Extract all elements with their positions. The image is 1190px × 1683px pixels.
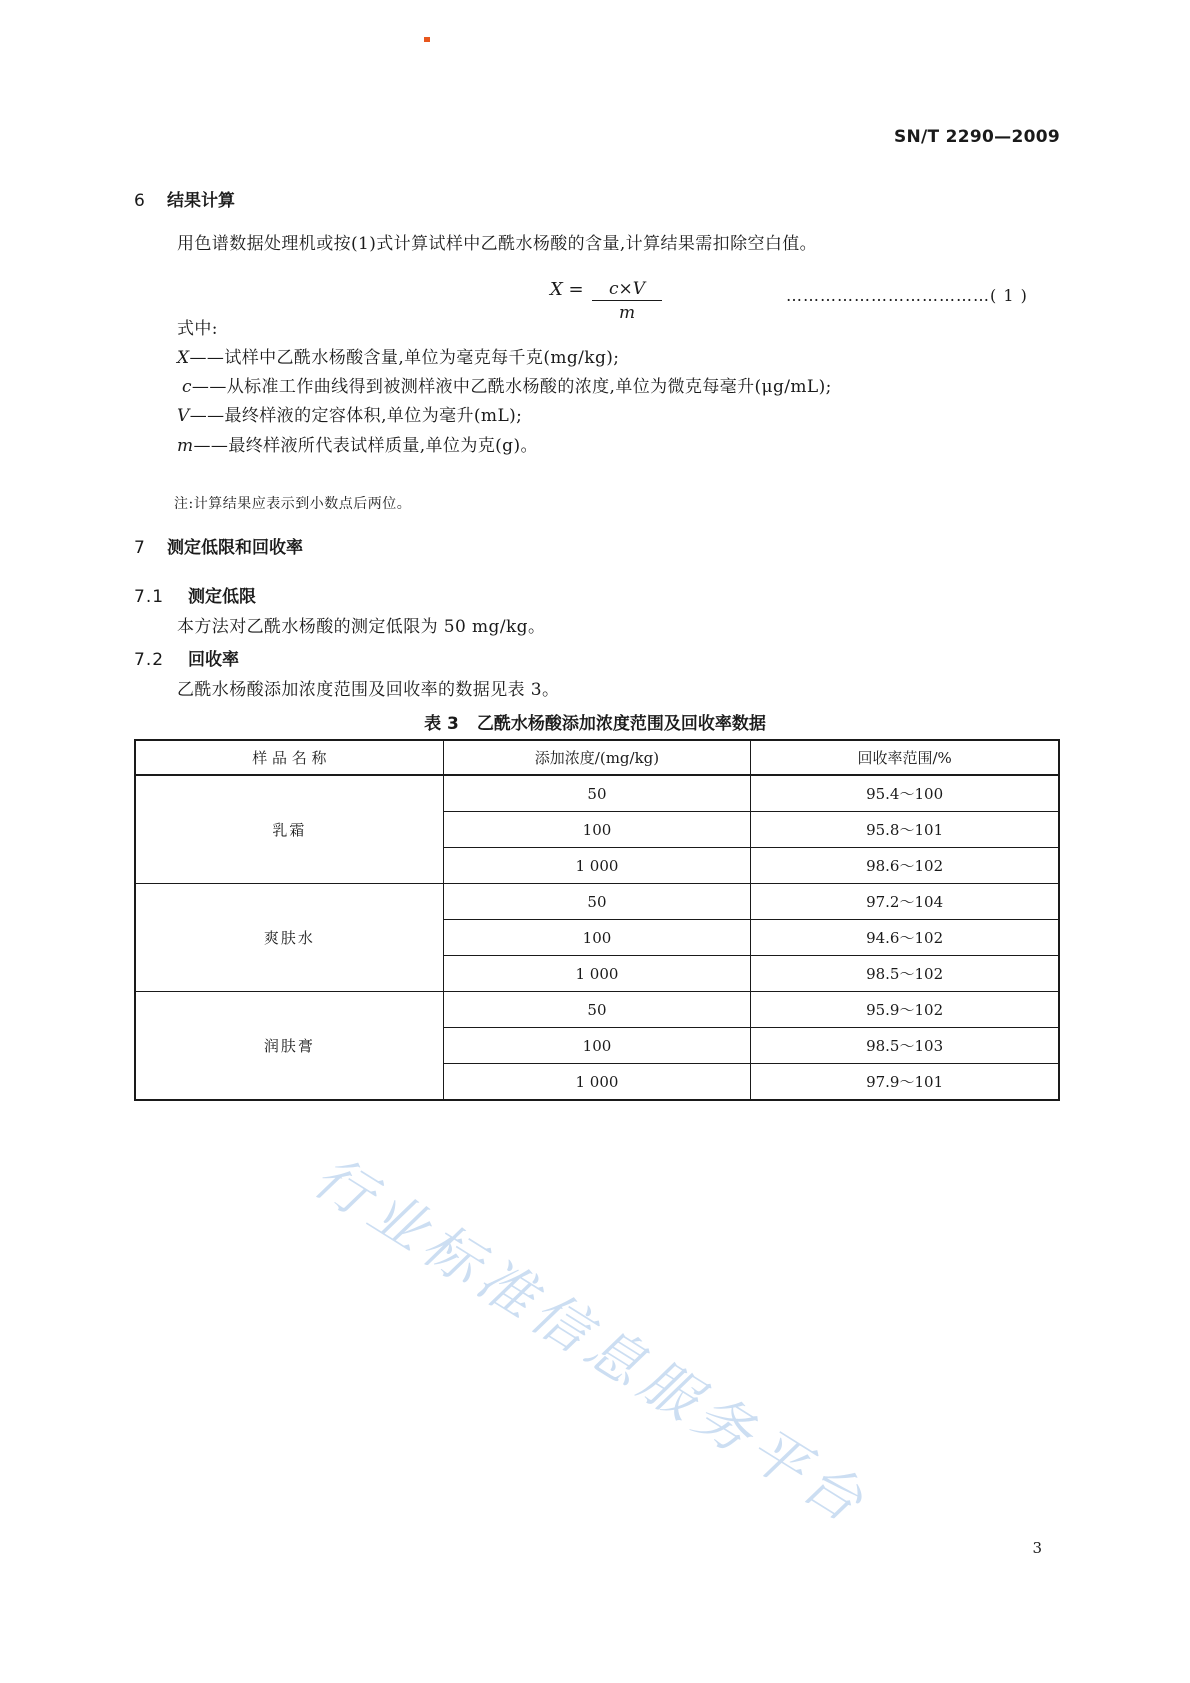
equation-label: ( 1 ): [990, 286, 1028, 305]
concentration-cell: 50: [443, 884, 750, 920]
recovery-cell: 98.5～102: [751, 956, 1059, 992]
recovery-cell: 95.9～102: [751, 992, 1059, 1028]
recovery-cell: 94.6～102: [751, 920, 1059, 956]
page-number: 3: [1032, 1539, 1042, 1557]
table-row: [135, 775, 1059, 812]
section-7-heading: [134, 533, 303, 558]
recovery-table: [134, 739, 1060, 1101]
recovery-cell: 97.9～101: [751, 1064, 1059, 1101]
formula-lhs: X =: [550, 279, 584, 300]
header-sample-name: 样 品 名 称: [135, 740, 443, 775]
section-7-1-heading: [134, 582, 256, 607]
table-row: [135, 884, 1059, 920]
recovery-cell: 98.5～103: [751, 1028, 1059, 1064]
table-caption: 乙酰水杨酸添加浓度范围及回收率数据: [476, 714, 766, 734]
header-concentration: 添加浓度/(mg/kg): [443, 740, 750, 775]
definition-x: X——试样中乙酰水杨酸含量,单位为毫克每千克(mg/kg);: [177, 348, 620, 368]
fraction-bar: [592, 300, 662, 301]
where-label: 式中:: [177, 319, 218, 339]
equation-number: [786, 286, 1028, 305]
concentration-cell: 100: [443, 920, 750, 956]
concentration-cell: 1 000: [443, 1064, 750, 1101]
subsection-title: 回收率: [188, 650, 239, 670]
formula-fraction: [592, 279, 662, 323]
recovery-cell: 95.8～101: [751, 812, 1059, 848]
section-title: 测定低限和回收率: [167, 538, 303, 558]
table-3-title: [0, 709, 1190, 734]
standard-code: SN/T 2290—2009: [893, 127, 1060, 147]
recovery-cell: 95.4～100: [751, 775, 1059, 812]
recovery-cell: 97.2～104: [751, 884, 1059, 920]
section-number: 6: [134, 191, 145, 211]
table-number: 表 3: [424, 714, 459, 734]
equation-dots: ………………………………: [786, 286, 990, 305]
table-row: [135, 992, 1059, 1028]
section-7-2-text: 乙酰水杨酸添加浓度范围及回收率的数据见表 3。: [177, 680, 560, 700]
header-recovery: 回收率范围/%: [751, 740, 1059, 775]
concentration-cell: 1 000: [443, 956, 750, 992]
watermark: 行业标准信息服务平台: [302, 1144, 880, 1539]
definition-v: V——最终样液的定容体积,单位为毫升(mL);: [177, 406, 523, 426]
sample-name-cell: 爽肤水: [135, 884, 443, 992]
recovery-cell: 98.6～102: [751, 848, 1059, 884]
subsection-number: 7.1: [134, 587, 165, 607]
subsection-title: 测定低限: [188, 587, 256, 607]
subsection-number: 7.2: [134, 650, 165, 670]
sample-name-cell: 乳霜: [135, 775, 443, 884]
red-corner-mark: [424, 37, 430, 42]
table-header-row: [135, 740, 1059, 775]
sample-name-cell: 润肤膏: [135, 992, 443, 1101]
section-7-2-heading: [134, 645, 239, 670]
section-number: 7: [134, 538, 145, 558]
section-7-1-text: 本方法对乙酰水杨酸的测定低限为 50 mg/kg。: [177, 617, 546, 637]
concentration-cell: 100: [443, 812, 750, 848]
definition-m: m——最终样液所代表试样质量,单位为克(g)。: [177, 436, 538, 456]
calculation-note: 注:计算结果应表示到小数点后两位。: [174, 496, 412, 512]
section-6-heading: [134, 186, 235, 211]
definition-c: c——从标准工作曲线得到被测样液中乙酰水杨酸的浓度,单位为微克每毫升(μg/mL);: [182, 377, 832, 397]
concentration-cell: 50: [443, 992, 750, 1028]
concentration-cell: 100: [443, 1028, 750, 1064]
section-6-intro: 用色谱数据处理机或按(1)式计算试样中乙酰水杨酸的含量,计算结果需扣除空白值。: [177, 234, 818, 254]
concentration-cell: 1 000: [443, 848, 750, 884]
formula-denominator: m: [618, 303, 636, 323]
formula-numerator: c×V: [608, 279, 646, 299]
section-title: 结果计算: [167, 191, 235, 211]
concentration-cell: 50: [443, 775, 750, 812]
